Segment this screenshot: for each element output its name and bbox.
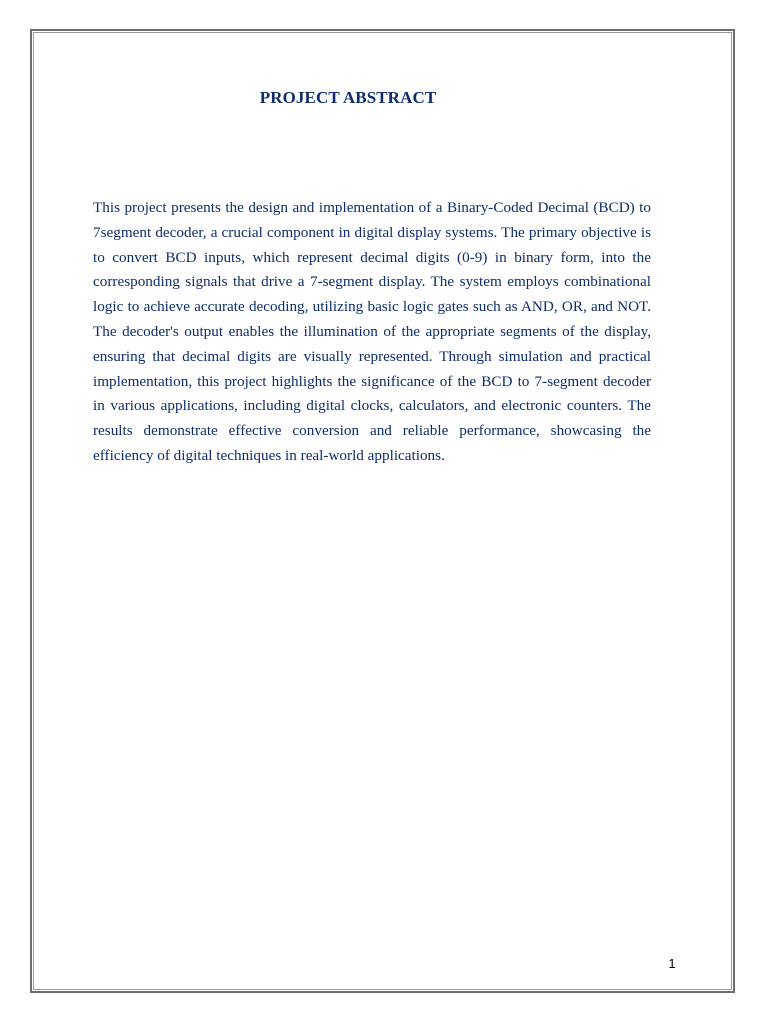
page-border-inner [33, 32, 732, 990]
page-number: 1 [668, 956, 676, 971]
page-title: PROJECT ABSTRACT [259, 88, 437, 107]
abstract-paragraph: This project presents the design and implementation of a Binary-Coded Decimal (BCD) to 7segment decoder, a crucial component in digital display systems. The primary objective is to convert BCD inputs, which represent decimal digits (0-9) in binary form, into the corresponding signals that drive a 7-segment display. The system employs combinational logic to achieve accurate decoding, utilizing basic logic gates such as AND, OR, and NOT. The decoder's output enables the illumination of the appropriate segments of the display, ensuring that decimal digits are visually represented. Through simulation and practical implementation, this project highlights the significance of the BCD to 7-segment decoder in various applications, including digital clocks, calculators, and electronic counters. The results demonstrate effective conversion and reliable performance, showcasing the efficiency of digital techniques in real-world applications. [93, 199, 651, 464]
